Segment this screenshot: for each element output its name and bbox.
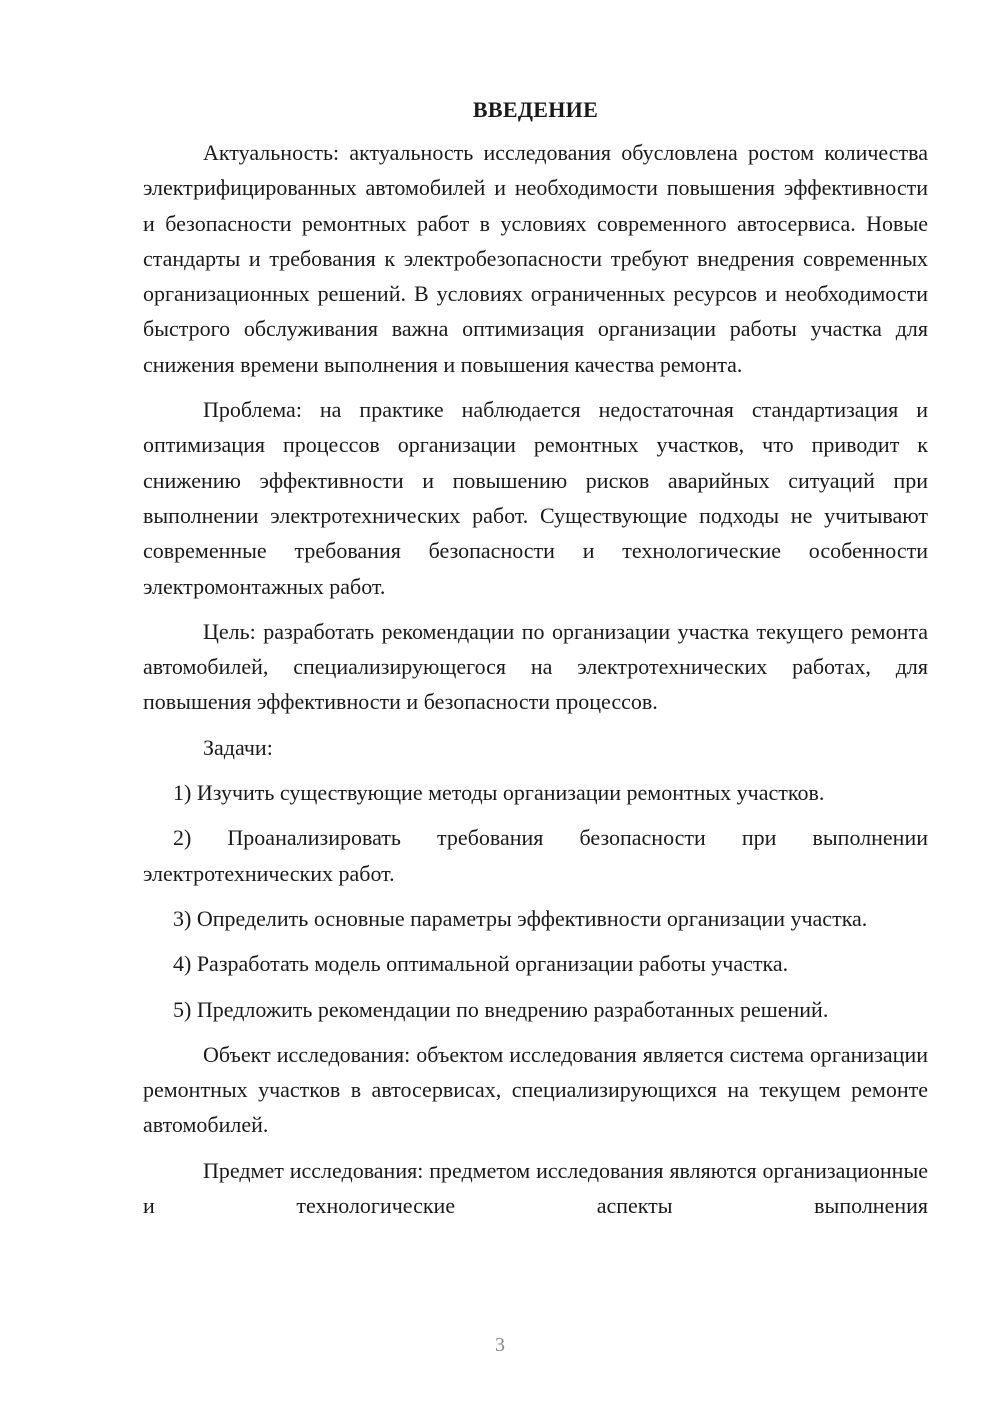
- task-item: 2) Проанализировать требования безопасности при выполнении электротехнических работ.: [143, 825, 928, 886]
- task-item: 4) Разработать модель оптимальной организации работы участка.: [173, 951, 789, 977]
- task-item: 3) Определить основные параметры эффективности организации участка.: [173, 905, 868, 931]
- subject-paragraph: Предмет исследования: предметом исследования являются организационные и технологические аспекты выполнения: [143, 1157, 928, 1219]
- task-item: 5) Предложить рекомендации по внедрению разработанных решений.: [173, 996, 829, 1022]
- section-heading: ВВЕДЕНИЕ: [472, 97, 599, 122]
- object-paragraph: Объект исследования: объектом исследования является система организации ремонтных участков в автосервисах, специализирующихся на текущем ремонте автомобилей.: [143, 1041, 928, 1138]
- task-item: 1) Изучить существующие методы организации ремонтных участков.: [173, 780, 825, 806]
- problem-paragraph: Проблема: на практике наблюдается недостаточная стандартизация и оптимизация процессов организации ремонтных участков, что приводит к снижению эффективности и повышению рисков аварийных ситуаций при выполнении электротехнических работ. Существующие подходы не учитывают современные требования безопасности и технологические особенности электромонтажных работ.: [143, 397, 928, 599]
- tasks-heading: Задачи:: [203, 734, 273, 760]
- relevance-paragraph: Актуальность: актуальность исследования обусловлена ростом количества электрифицированных автомобилей и необходимости повышения эффективности и безопасности ремонтных работ в условиях современного автосервиса. Новые стандарты и требования к электробезопасности требуют внедрения современных организационных решений. В условиях ограниченных ресурсов и необходимости быстрого обслуживания важна оптимизация организации работы участка для снижения времени выполнения и повышения качества ремонта.: [143, 140, 928, 377]
- page-number: 3: [495, 1334, 505, 1356]
- document-page: [143, 95, 928, 1223]
- goal-paragraph: Цель: разработать рекомендации по организации участка текущего ремонта автомобилей, специализирующегося на электротехнических работах, для повышения эффективности и безопасности процессов.: [143, 618, 928, 715]
